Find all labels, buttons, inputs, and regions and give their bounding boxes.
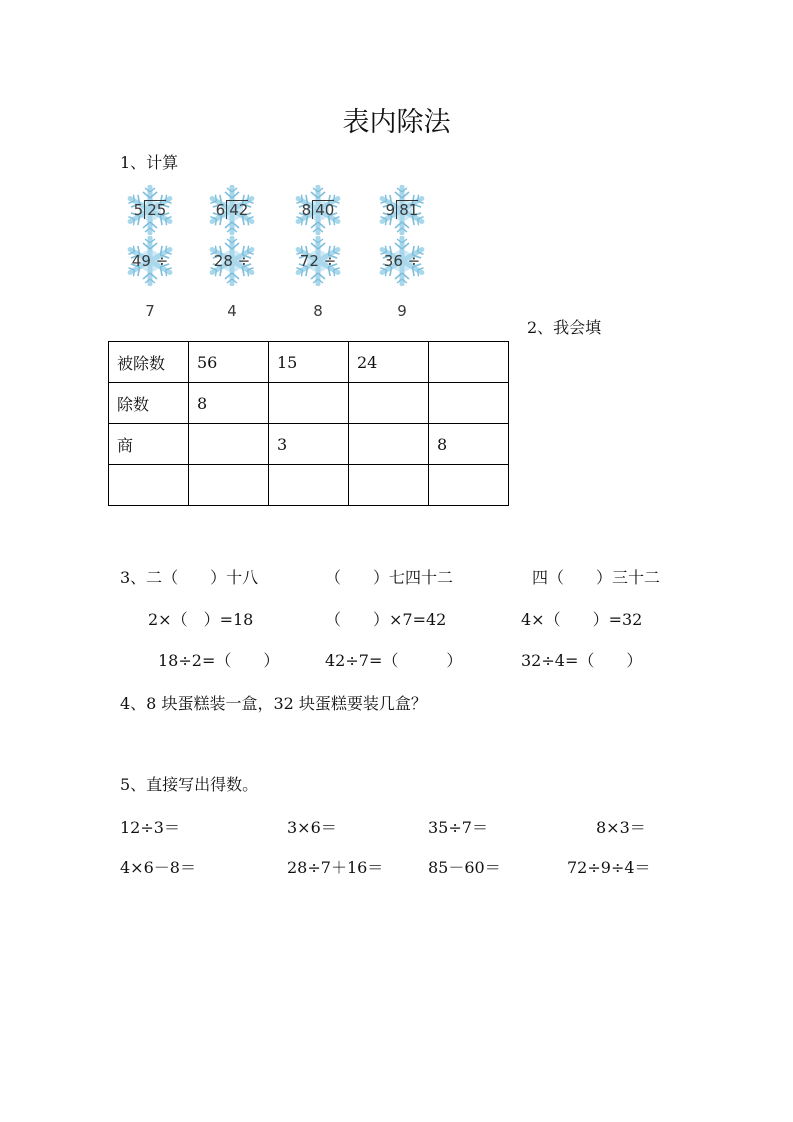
snowflake-card xyxy=(293,185,343,235)
long-division xyxy=(207,185,257,235)
arithmetic-item: 8×3＝ xyxy=(596,818,646,837)
table-cell: 除数 xyxy=(109,383,189,424)
divisor: 6 xyxy=(215,201,226,219)
table-cell xyxy=(429,465,509,506)
section2-heading: 2、我会填 xyxy=(527,318,602,337)
dividend: 25 xyxy=(144,200,166,219)
table-cell: 15 xyxy=(269,342,349,383)
divisor: 9 xyxy=(385,201,396,219)
division-expression: 36 ÷ 9 xyxy=(383,252,421,320)
fill-item: （ ）七四十二 xyxy=(325,568,454,587)
divisor: 8 xyxy=(301,201,312,219)
dividend: 81 xyxy=(396,200,418,219)
table-cell: 8 xyxy=(189,383,269,424)
fill-table xyxy=(108,341,509,506)
word-problem: 4、8 块蛋糕装一盒，32 块蛋糕要装几盒？ xyxy=(120,694,427,713)
snowflake-card xyxy=(377,185,427,235)
fill-item: （ ）×7=42 xyxy=(325,610,447,629)
table-cell: 8 xyxy=(429,424,509,465)
table-cell xyxy=(429,342,509,383)
arithmetic-item: 72÷9÷4＝ xyxy=(567,858,651,877)
snowflake-card xyxy=(207,185,257,235)
table-cell xyxy=(349,465,429,506)
table-cell xyxy=(349,383,429,424)
fill-item: 2×（ ）=18 xyxy=(148,610,254,629)
division-expression: 49 ÷ 7 xyxy=(131,252,169,320)
page-title: 表内除法 xyxy=(342,107,451,138)
snowflake-card xyxy=(207,236,257,320)
dividend: 42 xyxy=(226,200,248,219)
fill-item: 18÷2=（ ） xyxy=(158,651,280,670)
arithmetic-item: 4×6－8＝ xyxy=(120,858,196,877)
table-cell: 商 xyxy=(109,424,189,465)
division-expression: 28 ÷ 4 xyxy=(213,252,251,320)
table-cell xyxy=(349,424,429,465)
division-expression: 72 ÷ 8 xyxy=(299,252,337,320)
table-row xyxy=(109,424,509,465)
long-division xyxy=(377,185,427,235)
dividend: 40 xyxy=(312,200,334,219)
table-cell xyxy=(189,465,269,506)
table-cell: 24 xyxy=(349,342,429,383)
arithmetic-item: 85－60＝ xyxy=(428,858,501,877)
table-row xyxy=(109,342,509,383)
table-row xyxy=(109,383,509,424)
arithmetic-item: 3×6＝ xyxy=(287,818,337,837)
section5-heading: 5、直接写出得数。 xyxy=(120,775,259,794)
table-cell: 56 xyxy=(189,342,269,383)
table-cell: 3 xyxy=(269,424,349,465)
fill-item: 四（ ）三十二 xyxy=(532,568,661,587)
fill-item: 32÷4=（ ） xyxy=(521,651,643,670)
table-cell xyxy=(269,383,349,424)
table-cell xyxy=(189,424,269,465)
table-cell xyxy=(109,465,189,506)
long-division xyxy=(125,185,175,235)
divisor: 5 xyxy=(133,201,144,219)
arithmetic-item: 28÷7＋16＝ xyxy=(287,858,384,877)
table-cell xyxy=(269,465,349,506)
table-cell: 被除数 xyxy=(109,342,189,383)
table-row xyxy=(109,465,509,506)
arithmetic-item: 12÷3＝ xyxy=(120,818,180,837)
long-division xyxy=(293,185,343,235)
snowflake-card xyxy=(293,236,343,320)
snowflake-card xyxy=(125,236,175,320)
section1-heading: 1、计算 xyxy=(120,153,179,172)
fill-item: 42÷7=（ ） xyxy=(325,651,463,670)
arithmetic-item: 35÷7＝ xyxy=(428,818,488,837)
snowflake-card xyxy=(377,236,427,320)
fill-item: 4×（ ）=32 xyxy=(521,610,643,629)
table-cell xyxy=(429,383,509,424)
snowflake-card xyxy=(125,185,175,235)
fill-item: 3、二（ ）十八 xyxy=(120,568,259,587)
